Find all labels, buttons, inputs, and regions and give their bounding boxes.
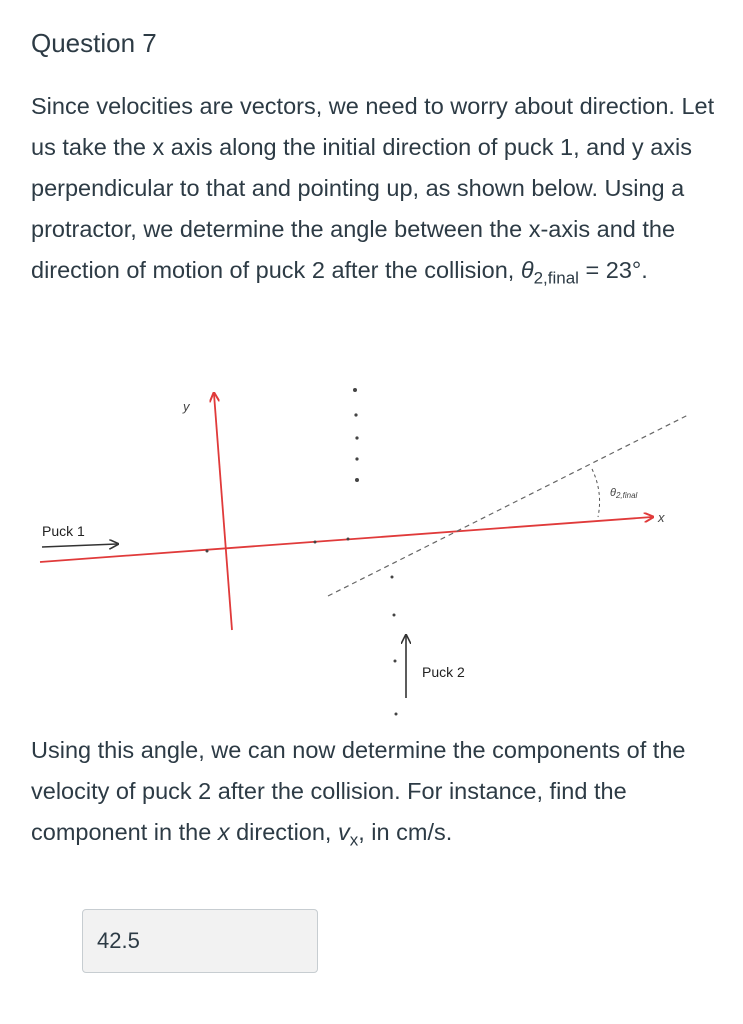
trace-dot (314, 541, 317, 544)
v-symbol: v (338, 819, 350, 845)
theta-symbol: θ (520, 257, 534, 283)
puck2-label: Puck 2 (422, 664, 465, 680)
y-axis (214, 394, 232, 630)
theta-arc (592, 469, 600, 517)
paragraph-2-text-mid: direction, (229, 819, 338, 845)
trace-dot (355, 457, 358, 460)
puck1-arrow (42, 544, 117, 547)
question-paragraph-1 (31, 86, 731, 299)
answer-input[interactable] (82, 909, 318, 973)
puck1-label: Puck 1 (42, 523, 85, 539)
trace-dot (353, 388, 357, 392)
trace-dot (355, 436, 358, 439)
puck2-final-path (328, 415, 688, 596)
trace-dot (347, 538, 350, 541)
trace-dot (393, 614, 396, 617)
angle-value: = 23°. (578, 257, 648, 283)
trace-dot (391, 576, 394, 579)
question-paragraph-2 (31, 730, 731, 861)
trace-dot (355, 478, 359, 482)
paragraph-1-text: Since velocities are vectors, we need to worry about direction. Let us take the x axis along the initial direction of puck 1, and y axis perpendicular to that and pointing up, as shown below. Using a protractor, we determine the angle between the x-axis and the direction of motion of puck 2 after the collision, (31, 93, 715, 283)
trace-dot (394, 660, 397, 663)
trace-dot (206, 550, 209, 553)
theta-label: θ2,final (610, 487, 638, 500)
theta-subscript: 2,final (533, 268, 579, 288)
collision-diagram (0, 370, 743, 720)
x-axis (40, 517, 652, 562)
paragraph-2-text-after: , in cm/s. (358, 819, 453, 845)
y-axis-label: y (183, 399, 190, 414)
trace-dot (354, 413, 357, 416)
v-subscript: x (349, 830, 359, 850)
question-title: Question 7 (31, 28, 157, 58)
x-direction: x (217, 819, 230, 845)
paragraph-2-text-before: Using this angle, we can now determine the components of the velocity of puck 2 after the collision. For instance, find the component in the (31, 737, 686, 845)
trace-dot (395, 713, 398, 716)
x-axis-label: x (658, 510, 665, 525)
